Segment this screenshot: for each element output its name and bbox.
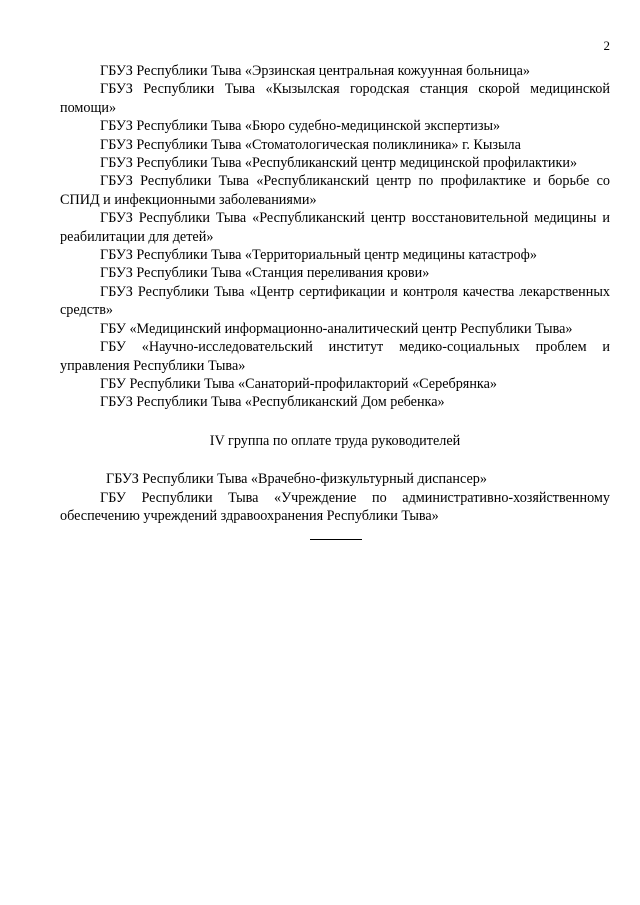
institution-paragraph: ГБУЗ Республики Тыва «Центр сертификации и контроля качества лекарственных средств» (60, 283, 610, 319)
institution-paragraph: ГБУЗ Республики Тыва «Кызылская городская станция скорой медицинской помощи» (60, 81, 610, 116)
institution-paragraph: ГБУЗ Республики Тыва «Территориальный центр медицины катастроф» (100, 247, 537, 264)
institution-paragraph: ГБУЗ Республики Тыва «Врачебно-физкультурный диспансер» (106, 471, 487, 488)
institution-paragraph: ГБУЗ Республики Тыва «Республиканский центр восстановительной медицины и реабилитации для детей» (60, 210, 610, 245)
institution-paragraph: ГБУЗ Республики Тыва «Республиканский Дом ребенка» (100, 394, 445, 411)
institution-paragraph: ГБУЗ Республики Тыва «Стоматологическая поликлиника» г. Кызыла (100, 136, 521, 153)
institution-paragraph: ГБУЗ Республики Тыва «Бюро судебно-медицинской экспертизы» (100, 118, 501, 135)
institution-paragraph: ГБУЗ Республики Тыва «Республиканский центр по профилактике и борьбе со СПИД и инфекционными заболеваниями» (60, 173, 610, 208)
institution-paragraph: ГБУ Республики Тыва «Учреждение по административно-хозяйственному обеспечению учреждений здравоохранения Республики Тыва» (60, 489, 610, 524)
institution-paragraph: ГБУЗ Республики Тыва «Эрзинская центральная кожуунная больница» (100, 63, 530, 79)
group-heading: IV группа по оплате труда руководителей (209, 432, 461, 449)
page-number: 2 (603, 38, 610, 53)
institution-paragraph: ГБУЗ Республики Тыва «Республиканский центр медицинской профилактики» (100, 155, 578, 172)
institution-paragraph: ГБУ Республики Тыва «Санаторий-профилакторий «Серебрянка» (100, 375, 497, 392)
institution-paragraph: ГБУ «Научно-исследовательский институт медико-социальных проблем и управления Республики Тыва» (60, 339, 610, 374)
closing-rule (310, 539, 362, 540)
document-body (60, 62, 610, 525)
institution-paragraph: ГБУЗ Республики Тыва «Станция переливания крови» (100, 265, 430, 282)
institution-paragraph: ГБУ «Медицинский информационно-аналитический центр Республики Тыва» (100, 320, 573, 337)
